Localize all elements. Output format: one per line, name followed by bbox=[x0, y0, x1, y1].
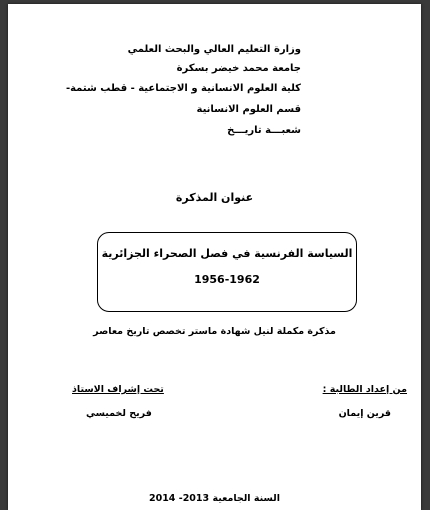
department-line: قسم العلوم الانسانية bbox=[196, 104, 301, 115]
document-page bbox=[8, 4, 421, 510]
thesis-title-box bbox=[97, 232, 357, 312]
student-label: من إعداد الطالبة : bbox=[322, 384, 407, 395]
supervisor-name: فريح لخميسي bbox=[86, 408, 152, 419]
faculty-line: كلية العلوم الانسانية و الاجتماعية - قطب شتمة- bbox=[65, 83, 301, 94]
student-name: قرين إيمان bbox=[338, 408, 391, 419]
thesis-years: 1956-1962 bbox=[194, 273, 260, 286]
ministry-line: وزارة التعليم العالي والبحث العلمي bbox=[127, 44, 301, 55]
academic-year: السنة الجامعية 2013- 2014 bbox=[148, 493, 281, 504]
supervisor-label: تحت إشراف الاستاذ bbox=[72, 384, 164, 395]
thesis-subtitle: مذكرة مكملة لنيل شهادة ماستر تخصص تاريخ معاصر bbox=[93, 326, 336, 337]
branch-line: شعبـــة تاريـــخ bbox=[227, 125, 301, 136]
thesis-title: السياسة الفرنسية في فصل الصحراء الجزائرية bbox=[101, 247, 353, 260]
university-line: جامعة محمد خيضر بسكرة bbox=[176, 63, 301, 74]
memo-title-label: عنوان المذكرة bbox=[175, 191, 254, 204]
